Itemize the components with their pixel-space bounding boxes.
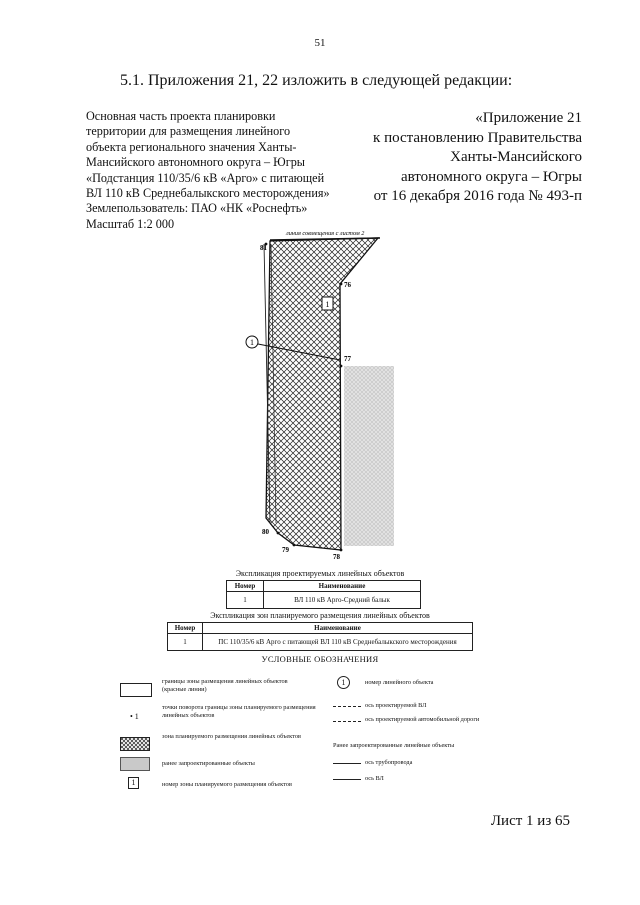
table2-cell-number: 1 xyxy=(168,634,203,651)
point-label: 76 xyxy=(344,281,351,289)
sheet-number: Лист 1 из 65 xyxy=(490,813,570,829)
table2-caption: Экспликация зон планируемого размещения линейных объектов xyxy=(210,611,430,620)
table2 xyxy=(167,622,473,651)
land-user-line: Землепользователь: ПАО «НК «Роснефть» xyxy=(86,201,308,216)
table1-header-name: Наименование xyxy=(264,581,421,592)
object-number-symbol: 1 xyxy=(337,676,350,689)
table1-cell-number: 1 xyxy=(227,592,264,609)
road-axis-symbol xyxy=(333,721,361,722)
title-line: «Подстанция 110/35/6 кВ «Арго» с питающей xyxy=(86,170,325,185)
point-label: 80 xyxy=(262,528,269,536)
legend-title: УСЛОВНЫЕ ОБОЗНАЧЕНИЯ xyxy=(261,654,379,664)
table-row xyxy=(168,634,473,651)
table1-header-number: Номер xyxy=(227,581,264,592)
object-number-label: 1 xyxy=(250,338,254,347)
scale-line: Масштаб 1:2 000 xyxy=(86,216,175,231)
appendix-line: от 16 декабря 2016 года № 493-п xyxy=(373,188,582,204)
vl-line-symbol xyxy=(333,779,361,780)
zone-symbol xyxy=(120,737,150,751)
title-line: Мансийского автономного округа – Югры xyxy=(86,155,305,170)
point-label: 78 xyxy=(333,553,340,561)
table1-cell-name: ВЛ 110 кВ Арго-Средний балык xyxy=(264,592,421,609)
legend-vl-axis-text: ось ВЛ xyxy=(365,775,384,782)
turn-point-symbol: • 1 xyxy=(130,712,139,721)
page-number: 51 xyxy=(314,37,326,49)
zone-number-symbol: 1 xyxy=(128,777,139,789)
table-row xyxy=(227,592,421,609)
title-line: ВЛ 110 кВ Среднебалыкского месторождения» xyxy=(86,186,330,201)
appendix-line: автономного округа – Югры xyxy=(400,168,582,185)
legend-turn-points-text: точки поворота границы зоны планируемого размещения линейных объектов xyxy=(162,704,316,719)
appendix-line: «Приложение 21 xyxy=(475,110,582,126)
boundary-symbol xyxy=(120,683,152,697)
legend-pipeline-text: ось трубопровода xyxy=(365,759,413,766)
table1-caption: Экспликация проектируемых линейных объектов xyxy=(235,569,405,578)
existing-objects-texture xyxy=(344,366,394,546)
legend-axis-vl-text: ось проектируемой ВЛ xyxy=(365,702,427,709)
zone-number-label: 1 xyxy=(325,300,330,309)
appendix-block xyxy=(373,109,582,207)
legend-zone-text: зона планируемого размещения линейных объектов xyxy=(162,733,301,740)
table2-cell-name: ПС 110/35/6 кВ Арго с питающей ВЛ 110 кВ Среднебалыкского месторождения xyxy=(203,634,473,651)
legend-existing-text: ранее запроектированные объекты xyxy=(162,760,255,767)
turn-point xyxy=(340,549,343,552)
title-line: территории для размещения линейного xyxy=(86,124,291,139)
point-label: 81 xyxy=(260,244,267,252)
combination-line-label: линия совмещения с листом 2 xyxy=(286,230,365,237)
appendix-line: к постановлению Правительства xyxy=(373,129,582,146)
title-line: Основная часть проекта планировки xyxy=(86,109,276,123)
turn-point xyxy=(340,283,343,286)
pipeline-symbol xyxy=(333,763,361,764)
table2-header-number: Номер xyxy=(168,623,203,634)
legend-axis-road-text: ось проектируемой автомобильной дороги xyxy=(365,716,480,723)
vl-axis-symbol xyxy=(333,706,361,707)
legend-boundary-text: границы зоны размещения линейных объектов (красные линии) xyxy=(162,678,288,693)
turn-point xyxy=(340,365,343,368)
planning-map xyxy=(230,228,410,563)
section-heading: 5.1. Приложения 21, 22 изложить в следующей редакции: xyxy=(120,72,513,89)
point-label: 79 xyxy=(282,546,289,554)
title-block xyxy=(86,109,330,232)
appendix-line: Ханты-Мансийского xyxy=(450,149,582,165)
table2-header-name: Наименование xyxy=(203,623,473,634)
legend-zone-number-text: номер зоны планируемого размещения объектов xyxy=(162,781,292,788)
table1 xyxy=(226,580,421,609)
turn-point xyxy=(277,532,280,535)
legend-existing-linear-text: Ранее запроектированные линейные объекты xyxy=(333,742,455,749)
turn-point xyxy=(293,544,296,547)
title-line: объекта регионального значения Ханты- xyxy=(86,139,297,154)
point-label: 77 xyxy=(344,355,351,363)
legend-object-number-text: номер линейного объекта xyxy=(365,679,434,686)
existing-objects-symbol xyxy=(120,757,150,771)
